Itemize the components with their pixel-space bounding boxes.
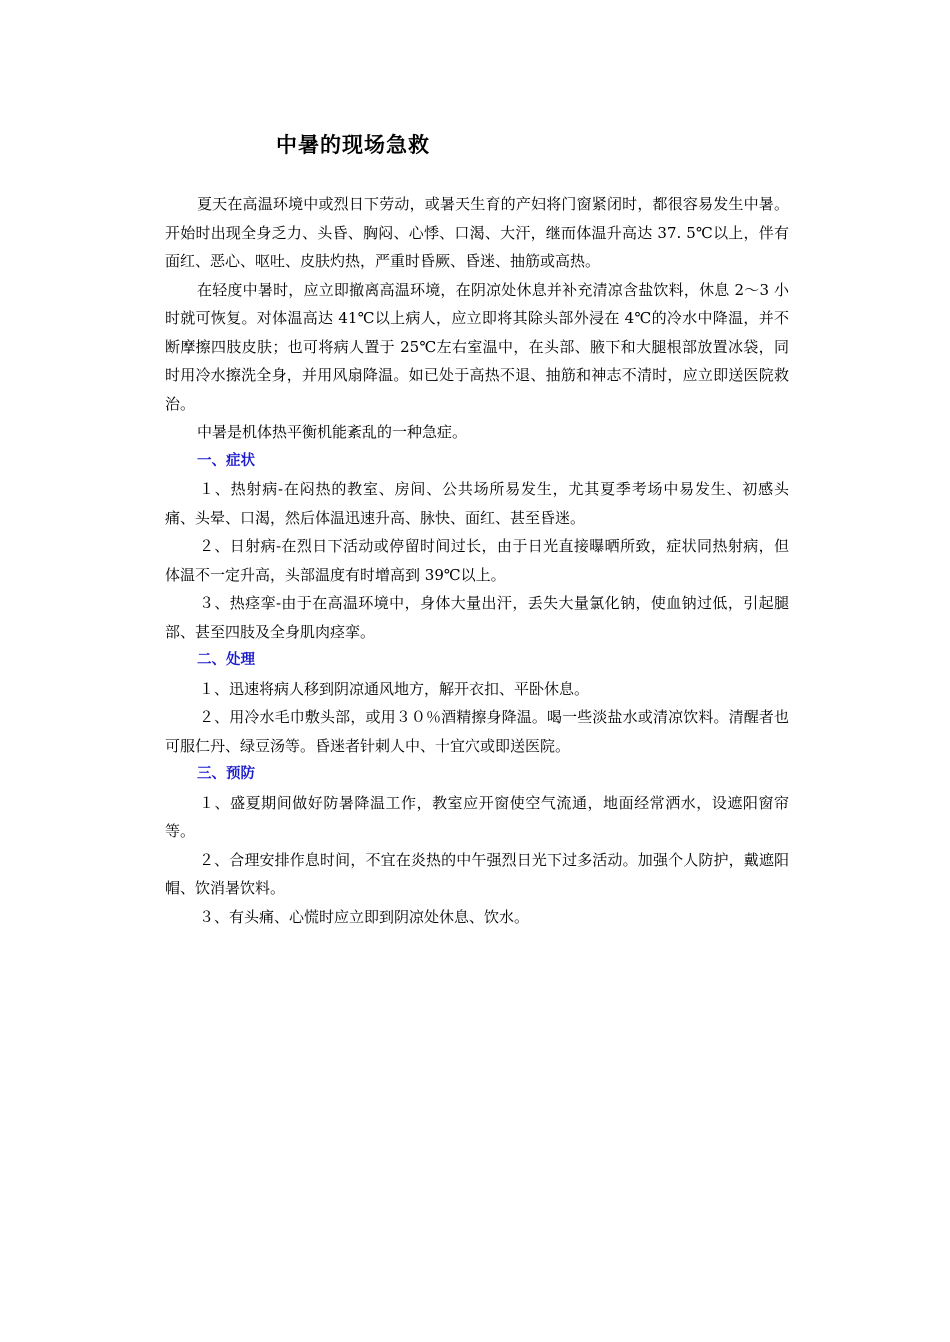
symptom-item-heatstroke: １、热射病-在闷热的教室、房间、公共场所易发生，尤其夏季考场中易发生、初感头痛、头晕、口渴，然后体温迅速升高、脉快、面红、甚至昏迷。	[165, 480, 789, 527]
section-heading-symptoms: 一、症状	[197, 452, 255, 469]
treatment-item-move: １、迅速将病人移到阴凉通风地方，解开衣扣、平卧休息。	[199, 679, 590, 698]
prevention-item-schedule: ２、合理安排作息时间，不宜在炎热的中午强烈日光下过多活动。加强个人防护，戴遮阳帽、饮消暑饮料。	[165, 850, 789, 897]
document-title: 中暑的现场急救	[276, 133, 430, 157]
symptom-item-sunstroke: ２、日射病-在烈日下活动或停留时间过长，由于日光直接曝晒所致，症状同热射病，但体温不一定升高，头部温度有时增高到 39℃以上。	[165, 537, 789, 584]
treatment-item-cooling: ２、用冷水毛巾敷头部，或用３０％酒精擦身降温。喝一些淡盐水或清凉饮料。清醒者也可服仁丹、绿豆汤等。昏迷者针刺人中、十宜穴或即送医院。	[165, 708, 789, 755]
prevention-item-ventilation: １、盛夏期间做好防暑降温工作，教室应开窗使空气流通，地面经常洒水，设遮阳窗帘等。	[165, 793, 789, 840]
intro-paragraph-definition: 中暑是机体热平衡机能紊乱的一种急症。	[197, 423, 468, 441]
intro-paragraph-symptoms: 夏天在高温环境中或烈日下劳动，或暑天生育的产妇将门窗紧闭时，都很容易发生中暑。开始时出现全身乏力、头昏、胸闷、心悸、口渴、大汗，继而体温升高达 37. 5℃以上，伴有面红、恶心、呕吐、皮肤灼热，严重时昏厥、昏迷、抽筋或高热。	[165, 195, 789, 270]
section-heading-treatment: 二、处理	[197, 652, 255, 668]
section-heading-prevention: 三、预防	[197, 766, 255, 782]
document-page	[165, 130, 789, 931]
intro-paragraph-first-aid: 在轻度中暑时，应立即撤离高温环境，在阴凉处休息并补充清凉含盐饮料，休息 2～3 小时就可恢复。对体温高达 41℃以上病人，应立即将其除头部外浸在 4℃的冷水中降温，并不断摩擦四肢皮肤；也可将病人置于 25℃左右室温中，在头部、腋下和大腿根部放置冰袋，同时用冷水擦洗全身，并用风扇降温。如已处于高热不退、抽筋和神志不清时，应立即送医院救治。	[165, 280, 789, 413]
symptom-item-heat-cramps: ３、热痉挛-由于在高温环境中，身体大量出汗，丢失大量氯化钠，使血钠过低，引起腿部、甚至四肢及全身肌肉痉挛。	[165, 594, 789, 641]
prevention-item-rest: ３、有头痛、心慌时应立即到阴凉处休息、饮水。	[199, 907, 530, 926]
